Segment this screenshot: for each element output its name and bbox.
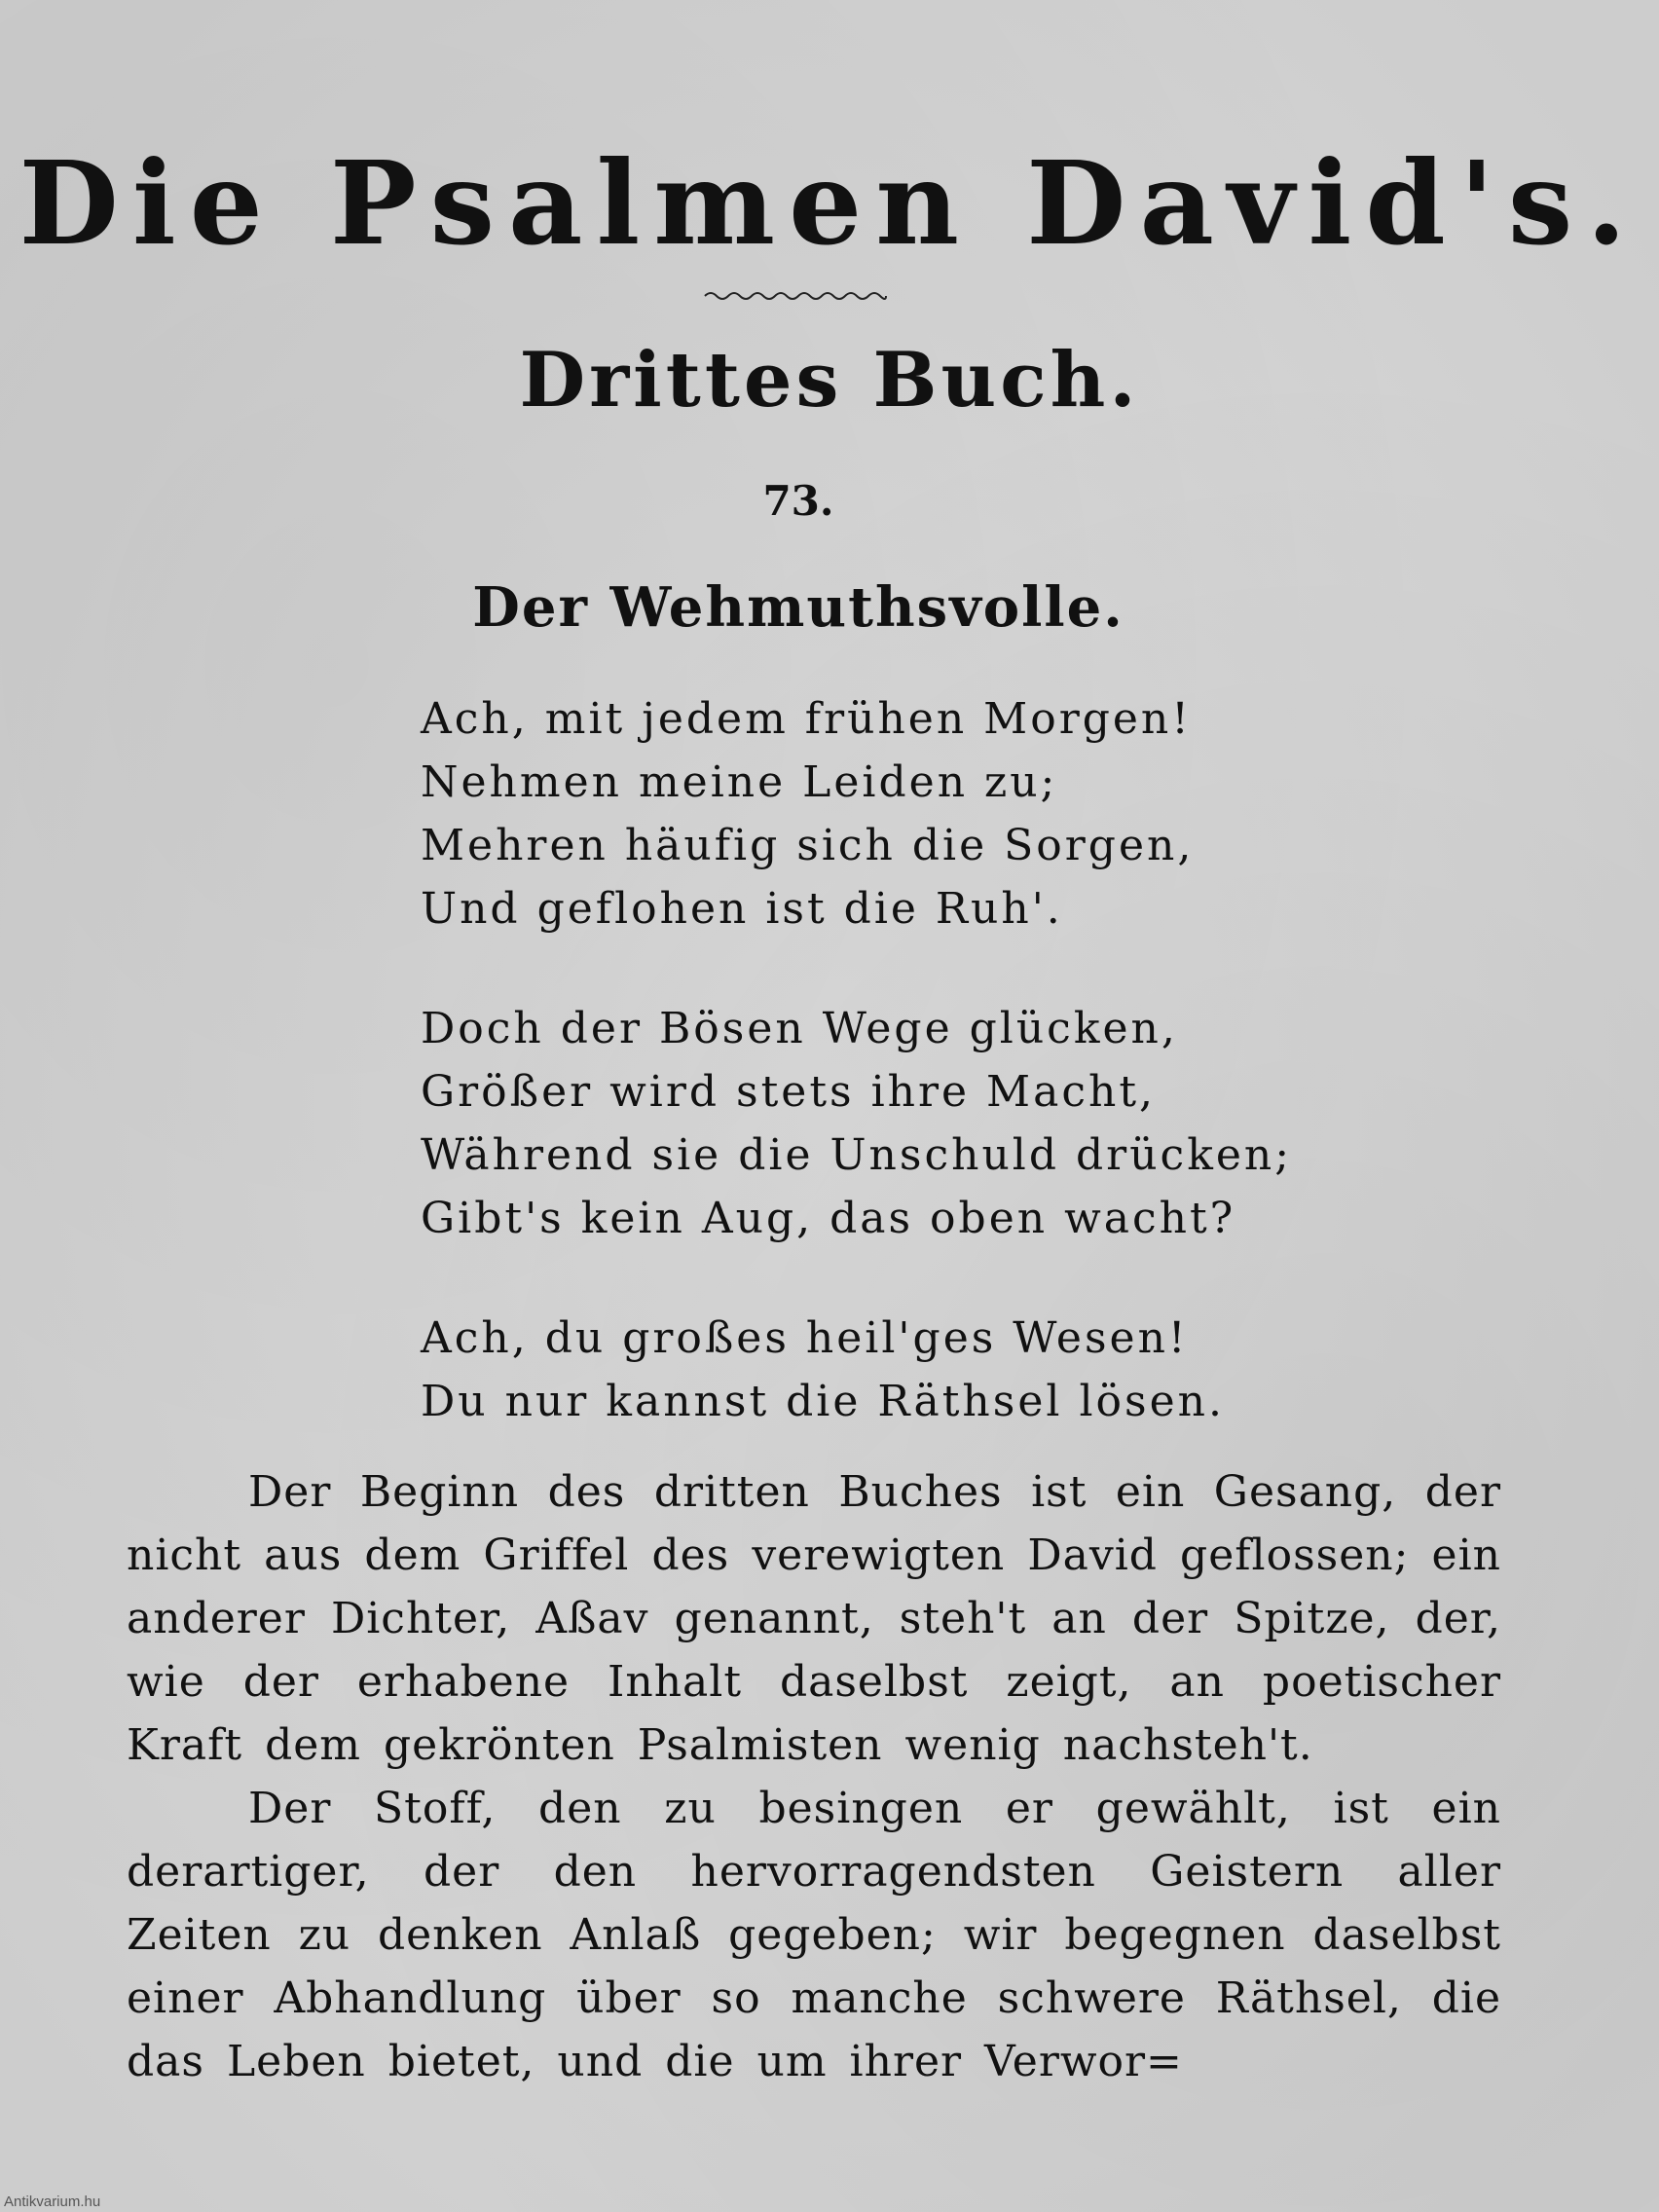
- verse-line: Gibt's kein Aug, das oben wacht?: [421, 1194, 1236, 1243]
- verse-line: Ach, du großes heil'ges Wesen!: [421, 1313, 1189, 1363]
- verse-line: Und geflohen ist die Ruh'.: [421, 884, 1063, 934]
- watermark: Antikvarium.hu: [4, 2194, 101, 2210]
- verse-line: Mehren häufig sich die Sorgen,: [421, 821, 1195, 870]
- commentary: [127, 1460, 1501, 2093]
- verse-line: Ach, mit jedem frühen Morgen!: [421, 694, 1192, 744]
- verse-line: Du nur kannst die Räthsel lösen.: [421, 1377, 1225, 1426]
- stanza: [421, 997, 1297, 1250]
- verse-line: Doch der Bösen Wege glücken,: [421, 1004, 1178, 1053]
- paragraph: Der Stoff, den zu besingen er gewählt, ist ein derartiger, der den hervorragendsten Geistern aller Zeiten zu denken Anlaß gegeben; wir begegnen daselbst einer Abhandlung über so manche schwere Räthsel, die das Leben bietet, und die um ihrer Verwor=: [127, 1784, 1501, 2086]
- stanza: [421, 687, 1297, 940]
- psalm-number: 73.: [762, 477, 834, 525]
- ornament-divider: [703, 288, 888, 304]
- paragraph: Der Beginn des dritten Buches ist ein Gesang, der nicht aus dem Griffel des verewigten David geflossen; ein anderer Dichter, Aßav genannt, steh't an der Spitze, der, wie der erhabene Inhalt daselbst zeigt, an poetischer Kraft dem gekrönten Psalmisten wenig nachsteh't.: [127, 1467, 1501, 1770]
- main-title: Die Psalmen David's.: [18, 135, 1641, 271]
- stanza: [421, 1307, 1297, 1433]
- poem: [421, 687, 1297, 1490]
- verse-line: Nehmen meine Leiden zu;: [421, 757, 1058, 807]
- psalm-title: Der Wehmuthsvolle.: [472, 575, 1124, 640]
- book-title: Drittes Buch.: [519, 336, 1140, 424]
- verse-line: Größer wird stets ihre Macht,: [421, 1067, 1156, 1117]
- verse-line: Während sie die Unschuld drücken;: [421, 1130, 1293, 1180]
